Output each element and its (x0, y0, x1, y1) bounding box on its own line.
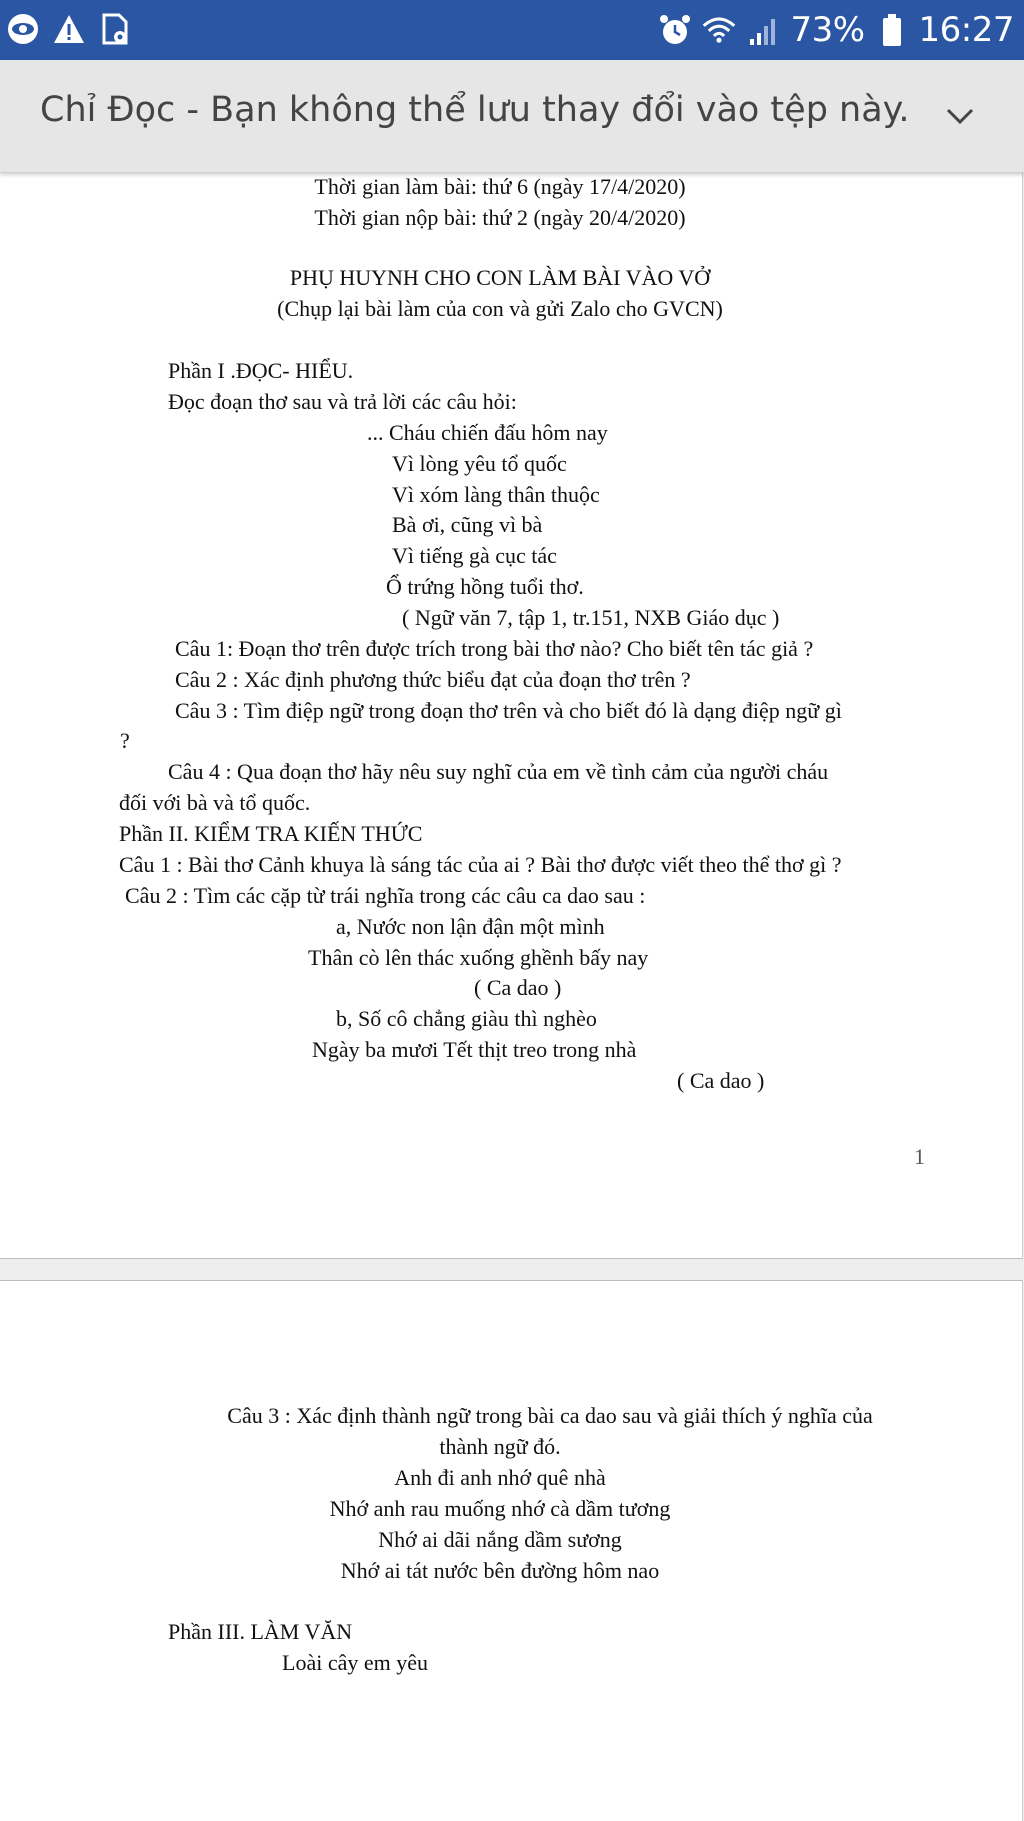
part3-title: Phần III. LÀM VĂN (168, 1619, 353, 1644)
work-time: Thời gian làm bài: thứ 6 (ngày 17/4/2020) (314, 174, 686, 199)
document-page-2[interactable] (0, 1280, 1023, 1821)
read-only-banner (0, 60, 1024, 173)
status-bar (0, 0, 1024, 60)
wifi-icon (702, 13, 736, 47)
poem-line: Vì tiếng gà cục tác (392, 543, 557, 568)
signal-icon (746, 13, 780, 47)
part2-title: Phần II. KIỂM TRA KIẾN THỨC (119, 821, 423, 846)
document-page-1[interactable] (0, 172, 1023, 1259)
page-number: 1 (914, 1144, 925, 1169)
clock: 16:27 (918, 10, 1014, 50)
battery-percent: 73% (790, 10, 865, 50)
part1-intro: Đọc đoạn thơ sau và trả lời các câu hỏi: (168, 389, 517, 414)
page2-question-3-cont: thành ngữ đó. (439, 1434, 561, 1459)
question-3-cont: ? (120, 728, 130, 753)
file-lock-icon (98, 12, 132, 46)
read-only-message: Chỉ Đọc - Bạn không thể lưu thay đổi vào tệp này. (40, 90, 910, 130)
question-4: Câu 4 : Qua đoạn thơ hãy nêu suy nghĩ của em về tình cảm của người cháu (168, 759, 829, 784)
question-1: Câu 1: Đoạn thơ trên được trích trong bài thơ nào? Cho biết tên tác giả ? (175, 636, 814, 661)
part2-question-1: Câu 1 : Bài thơ Cảnh khuya là sáng tác của ai ? Bài thơ được viết theo thể thơ gì ? (119, 852, 842, 877)
ca-dao-b-source: ( Ca dao ) (677, 1068, 765, 1093)
poem-line: Vì xóm làng thân thuộc (392, 482, 600, 507)
verse-line: Nhớ anh rau muống nhớ cà dầm tương (329, 1496, 671, 1521)
ca-dao-a-line-2: Thân cò lên thác xuống ghềnh bấy nay (308, 945, 649, 970)
submit-time: Thời gian nộp bài: thứ 2 (ngày 20/4/2020) (314, 205, 686, 230)
verse-line: Anh đi anh nhớ quê nhà (394, 1465, 606, 1490)
part2-question-2: Câu 2 : Tìm các cặp từ trái nghĩa trong các câu ca dao sau : (125, 883, 646, 908)
question-2: Câu 2 : Xác định phương thức biểu đạt của đoạn thơ trên ? (175, 667, 691, 692)
question-4-cont: đối với bà và tổ quốc. (119, 790, 311, 815)
alarm-icon (658, 13, 692, 47)
eye-comfort-icon (6, 12, 40, 46)
verse-line: Nhớ ai dãi nắng dầm sương (378, 1527, 622, 1552)
battery-icon (875, 13, 909, 47)
ca-dao-a-source: ( Ca dao ) (474, 975, 562, 1000)
ca-dao-a-line-1: a, Nước non lận đận một mình (336, 914, 605, 939)
ca-dao-b-line-2: Ngày ba mươi Tết thịt treo trong nhà (312, 1037, 637, 1062)
poem-line: Vì lòng yêu tổ quốc (392, 451, 567, 476)
warning-icon (52, 12, 86, 46)
question-3: Câu 3 : Tìm điệp ngữ trong đoạn thơ trên và cho biết đó là dạng điệp ngữ gì (175, 698, 842, 723)
chevron-down-icon[interactable] (940, 96, 980, 136)
poem-line: Bà ơi, cũng vì bà (392, 512, 543, 537)
page2-question-3: Câu 3 : Xác định thành ngữ trong bài ca dao sau và giải thích ý nghĩa của (227, 1403, 873, 1428)
subheading: (Chụp lại bài làm của con và gửi Zalo cho GVCN) (277, 296, 723, 321)
poem-line: Ổ trứng hồng tuổi thơ. (386, 574, 584, 599)
part3-topic: Loài cây em yêu (282, 1650, 428, 1675)
part1-title: Phần I .ĐỌC- HIỂU. (168, 358, 354, 383)
heading: PHỤ HUYNH CHO CON LÀM BÀI VÀO VỞ (289, 265, 711, 290)
poem-source: ( Ngữ văn 7, tập 1, tr.151, NXB Giáo dục ) (402, 605, 780, 630)
poem-line: ... Cháu chiến đấu hôm nay (367, 420, 608, 445)
ca-dao-b-line-1: b, Số cô chẳng giàu thì nghèo (336, 1006, 597, 1031)
verse-line: Nhớ ai tát nước bên đường hôm nao (340, 1558, 660, 1583)
